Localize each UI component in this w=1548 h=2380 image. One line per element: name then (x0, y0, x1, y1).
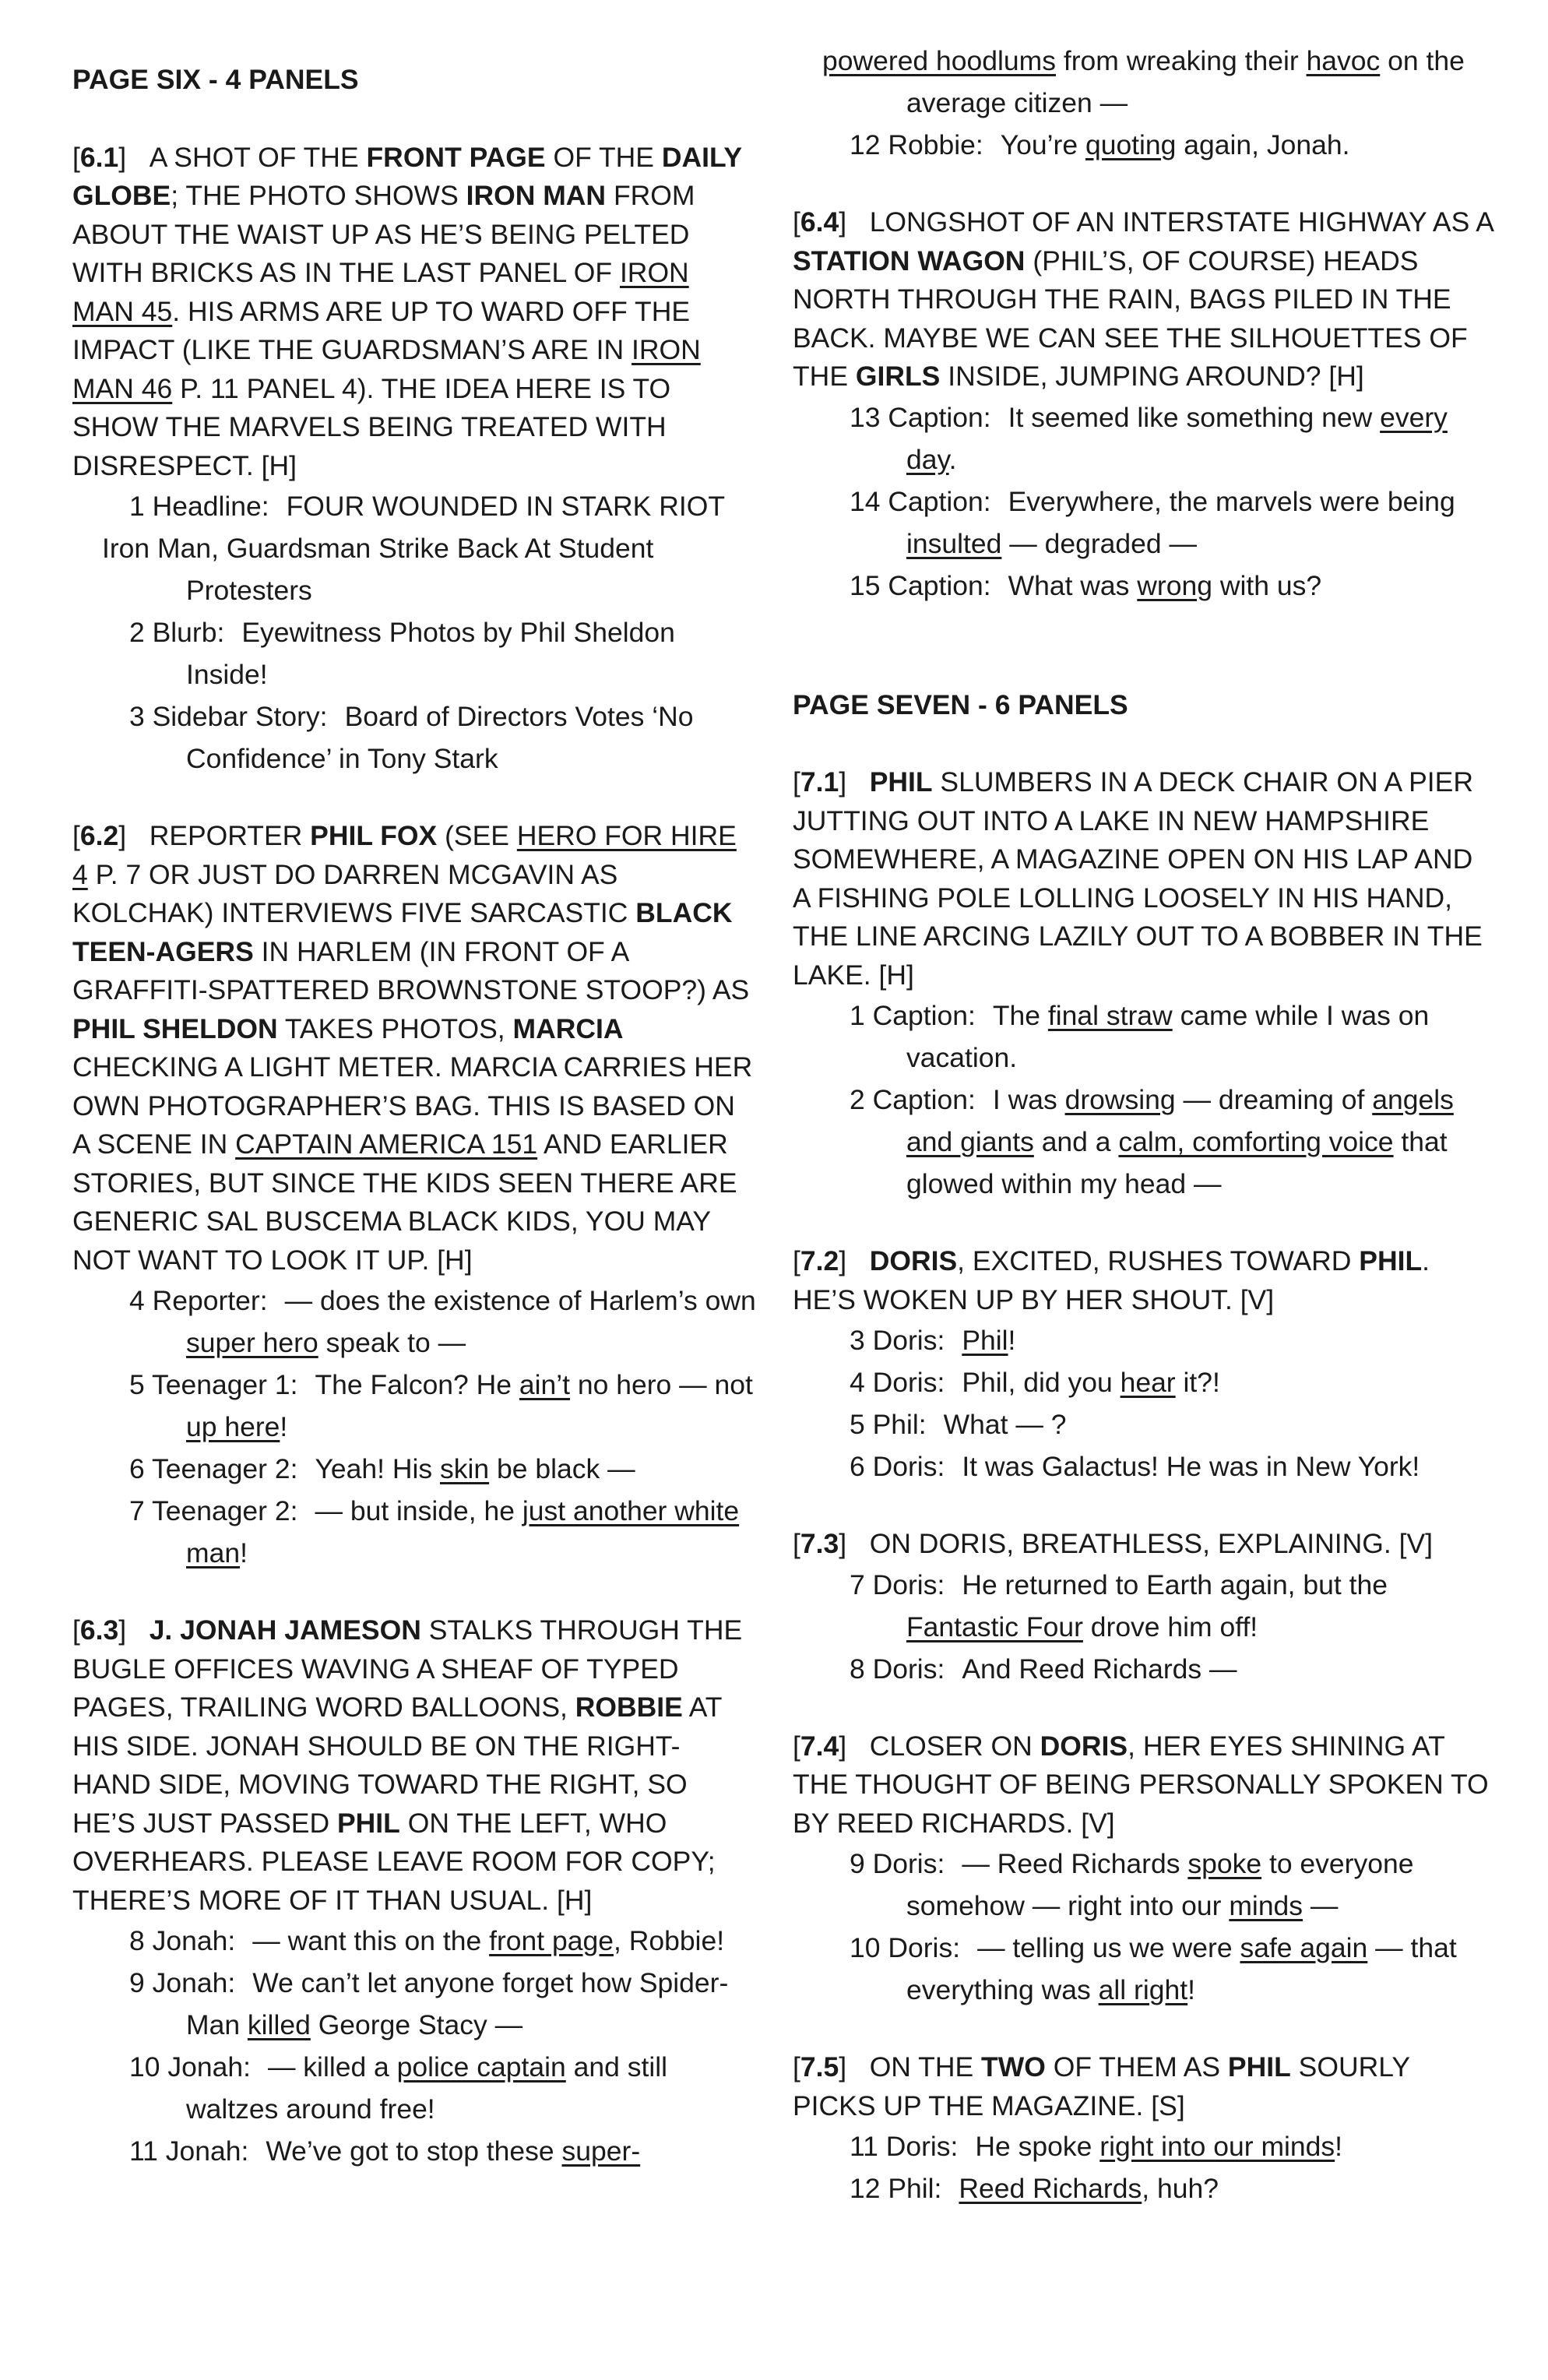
dialogue-line: 6 Teenager 2: Yeah! His skin be black — (129, 1453, 635, 1484)
panel-7-3 (793, 1525, 1493, 1690)
panel-7-2 (793, 1242, 1493, 1488)
panel-number: 6.4 (800, 206, 839, 238)
panel-6-1 (72, 139, 758, 780)
page-seven-heading: PAGE SEVEN - 6 PANELS (793, 688, 1128, 720)
panel-6-3-description: [6.3] J. JONAH JAMESON STALKS THROUGH THE BUGLE OFFICES WAVING A SHEAF OF TYPED PAGES, TRAILING WORD BALLOONS, ROBBIE AT HIS SIDE. JONAH SHOULD BE ON THE RIGHT-HAND SIDE, MOVING TOWARD THE RIGHT, SO HE’S JUST PASSED PHIL ON THE LEFT, WHO OVERHEARS. PLEASE LEAVE ROOM FOR COPY; THERE’S MORE OF IT THAN USUAL. [H] (72, 1614, 743, 1916)
panel-number: 7.5 (800, 2051, 839, 2082)
panel-6-2 (72, 817, 758, 1574)
dialogue-line: 4 Reporter: — does the existence of Harlem’s own super hero speak to — (129, 1285, 756, 1358)
dialogue-line: 8 Jonah: — want this on the front page, Robbie! (129, 1925, 725, 1956)
panel-7-3-description: [7.3] ON DORIS, BREATHLESS, EXPLAINING. [V] (793, 1528, 1434, 1559)
dialogue-line: 12 Phil: Reed Richards, huh? (850, 2173, 1219, 2204)
panel-7-2-description: [7.2] DORIS, EXCITED, RUSHES TOWARD PHIL. HE’S WOKEN UP BY HER SHOUT. [V] (793, 1245, 1430, 1315)
dialogue-line: 6 Doris: It was Galactus! He was in New York! (850, 1451, 1420, 1482)
dialogue-line: 2 Caption: I was drowsing — dreaming of angels and giants and a calm, comforting voice that glowed within my head — (850, 1084, 1454, 1199)
right-column (793, 45, 1493, 2209)
dialogue-line: 1 Headline: FOUR WOUNDED IN STARK RIOT (129, 491, 725, 522)
page-six-heading: PAGE SIX - 4 PANELS (72, 64, 359, 95)
dialogue-line: 4 Doris: Phil, did you hear it?! (850, 1367, 1220, 1398)
dialogue-line: 15 Caption: What was wrong with us? (850, 569, 1322, 601)
panel-6-1-description: [6.1] A SHOT OF THE FRONT PAGE OF THE DAILY GLOBE; THE PHOTO SHOWS IRON MAN FROM ABOUT THE WAIST UP AS HE’S BEING PELTED WITH BRICKS AS IN THE LAST PANEL OF IRON MAN 45. HIS ARMS ARE UP TO WARD OFF THE IMPACT (LIKE THE GUARDSMAN’S ARE IN IRON MAN 46 P. 11 PANEL 4). THE IDEA HERE IS TO SHOW THE MARVELS BEING TREATED WITH DISRESPECT. [H] (72, 141, 742, 481)
dialogue-line: 7 Teenager 2: — but inside, he just another white man! (129, 1495, 740, 1568)
dialogue-line: 11 Doris: He spoke right into our minds! (850, 2131, 1343, 2162)
panel-number: 7.2 (800, 1245, 839, 1276)
dialogue-line: 10 Jonah: — killed a police captain and still waltzes around free! (129, 2051, 667, 2125)
panel-6-3 (72, 1611, 758, 2172)
panel-number: 6.1 (79, 141, 119, 173)
panel-6-4 (793, 203, 1493, 607)
dialogue-line: 7 Doris: He returned to Earth again, but the Fantastic Four drove him off! (850, 1568, 1388, 1642)
panel-7-5-description: [7.5] ON THE TWO OF THEM AS PHIL SOURLY PICKS UP THE MAGAZINE. [S] (793, 2051, 1410, 2121)
dialogue-line: 3 Sidebar Story: Board of Directors Votes ‘No Confidence’ in Tony Stark (129, 701, 694, 774)
left-column (72, 61, 758, 2172)
dialogue-line: 3 Doris: Phil! (850, 1325, 1016, 1356)
panel-7-4-description: [7.4] CLOSER ON DORIS, HER EYES SHINING AT THE THOUGHT OF BEING PERSONALLY SPOKEN TO BY REED RICHARDS. [V] (793, 1730, 1489, 1839)
dialogue-line: 12 Robbie: You’re quoting again, Jonah. (850, 129, 1350, 160)
panel-6-3-continued (793, 40, 1493, 166)
panel-number: 7.1 (800, 766, 839, 797)
dialogue-line: 13 Caption: It seemed like something new every day. (850, 401, 1448, 475)
panel-7-5 (793, 2048, 1493, 2209)
dialogue-line: 14 Caption: Everywhere, the marvels were being insulted — degraded — (850, 485, 1455, 559)
dialogue-line: 5 Phil: What — ? (850, 1409, 1067, 1440)
dialogue-line: Iron Man, Guardsman Strike Back At Student Protesters (102, 533, 654, 606)
panel-7-1-description: [7.1] PHIL SLUMBERS IN A DECK CHAIR ON A PIER JUTTING OUT INTO A LAKE IN NEW HAMPSHIRE SOMEWHERE, A MAGAZINE OPEN ON HIS LAP AND A FISHING POLE LOLLING LOOSELY IN HIS HAND, THE LINE ARCING LAZILY OUT TO A BOBBER IN THE LAKE. [H] (793, 766, 1483, 991)
panel-number: 6.2 (79, 820, 119, 851)
panel-7-1 (793, 763, 1493, 1205)
dialogue-line: 1 Caption: The final straw came while I was on vacation. (850, 1000, 1430, 1073)
panel-6-4-description: [6.4] LONGSHOT OF AN INTERSTATE HIGHWAY AS A STATION WAGON (PHIL’S, OF COURSE) HEADS NORTH THROUGH THE RAIN, BAGS PILED IN THE BACK. MAYBE WE CAN SEE THE SILHOUETTES OF THE GIRLS INSIDE, JUMPING AROUND? [H] (793, 206, 1493, 392)
panel-number: 6.3 (79, 1614, 119, 1646)
panel-number: 7.3 (800, 1528, 839, 1559)
dialogue-line: 9 Doris: — Reed Richards spoke to everyone somehow — right into our minds — (850, 1848, 1414, 1921)
dialogue-line: 10 Doris: — telling us we were safe again — that everything was all right! (850, 1932, 1457, 2005)
dialogue-line: 2 Blurb: Eyewitness Photos by Phil Sheldon Inside! (129, 617, 675, 690)
panel-7-4 (793, 1727, 1493, 2012)
panel-number: 7.4 (800, 1730, 839, 1762)
dialogue-line: powered hoodlums from wreaking their havoc on the average citizen — (822, 45, 1465, 118)
dialogue-line: 8 Doris: And Reed Richards — (850, 1653, 1237, 1685)
dialogue-line: 11 Jonah: We’ve got to stop these super- (129, 2135, 641, 2167)
dialogue-line: 9 Jonah: We can’t let anyone forget how Spider-Man killed George Stacy — (129, 1967, 729, 2040)
panel-6-2-description: [6.2] REPORTER PHIL FOX (SEE HERO FOR HIRE 4 P. 7 OR JUST DO DARREN MCGAVIN AS KOLCHAK) INTERVIEWS FIVE SARCASTIC BLACK TEEN-AGERS IN HARLEM (IN FRONT OF A GRAFFITI-SPATTERED BROWNSTONE STOOP?) AS PHIL SHELDON TAKES PHOTOS, MARCIA CHECKING A LIGHT METER. MARCIA CARRIES HER OWN PHOTOGRAPHER’S BAG. THIS IS BASED ON A SCENE IN CAPTAIN AMERICA 151 AND EARLIER STORIES, BUT SINCE THE KIDS SEEN THERE ARE GENERIC SAL BUSCEMA BLACK KIDS, YOU MAY NOT WANT TO LOOK IT UP. [H] (72, 820, 753, 1276)
dialogue-line: 5 Teenager 1: The Falcon? He ain’t no hero — not up here! (129, 1369, 753, 1442)
